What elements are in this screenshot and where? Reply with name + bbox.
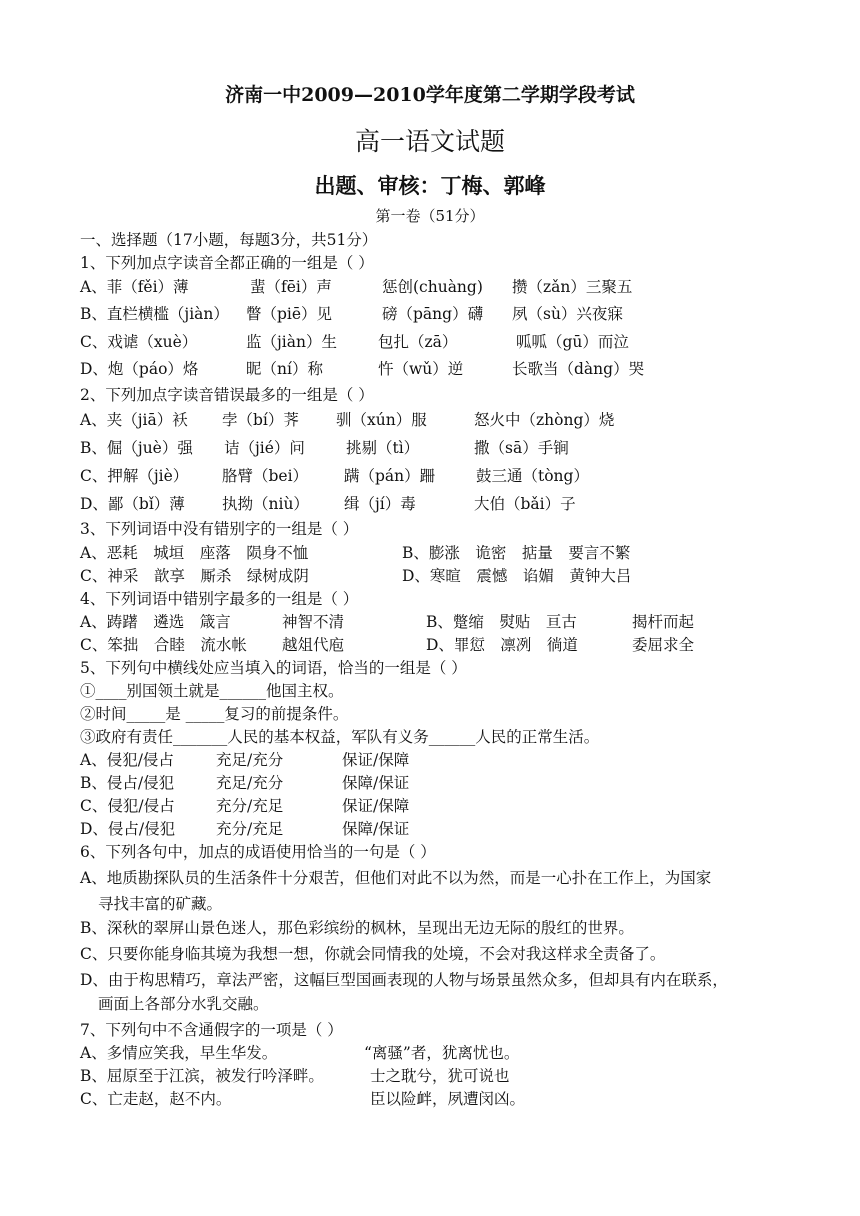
option-item: “离骚”者，犹离忧也。: [364, 1044, 520, 1062]
option-item: A、侵犯/侵占: [80, 751, 174, 769]
option-item: 瞥（piē）见: [246, 305, 333, 323]
option-item: 诘（jié）问: [224, 439, 305, 457]
question-2-stem: 2、下列加点字读音错误最多的一组是（ ）: [80, 386, 374, 404]
option-item: 包扎（zā）: [378, 333, 458, 351]
question-7-stem: 7、下列句中不含通假字的一项是（ ）: [80, 1021, 343, 1039]
option-item: C、押解（jiè）: [80, 467, 189, 485]
option-item: 长歌当（dàng）哭: [512, 360, 645, 378]
option-item: 鼓三通（tòng）: [476, 467, 589, 485]
option-item: 攒（zǎn）三聚五: [512, 278, 633, 296]
option-item: C、戏谑（xuè）: [80, 333, 198, 351]
option-item: 执拗（niù）: [222, 495, 309, 513]
option-item: 保障/保证: [342, 820, 410, 838]
subject-title: 高一语文试题: [354, 127, 505, 156]
question-6-option-b: B、深秋的翠屏山景色迷人，那色彩缤纷的枫林，呈现出无边无际的殷红的世界。: [80, 919, 634, 937]
option-item: 磅（pāng）礴: [382, 305, 484, 323]
option-item: A、夹（jiā）袄: [80, 411, 188, 429]
option-item: 保证/保障: [342, 797, 410, 815]
option-item: 蜚（fēi）声: [250, 278, 332, 296]
question-6-option-c: C、只要你能身临其境为我想一想，你就会同情我的处境，不会对我这样求全责备了。: [80, 945, 666, 963]
option-item: 缉（jí）毒: [344, 495, 416, 513]
option-item: D、鄙（bǐ）薄: [80, 495, 185, 513]
option-item: 大伯（bǎi）子: [474, 495, 576, 513]
question-5-stem: 5、下列句中横线处应当填入的词语，恰当的一组是（ ）: [80, 659, 467, 677]
option-item: 充分/充足: [216, 797, 284, 815]
option-item: 驯（xún）服: [336, 411, 427, 429]
question-6-stem: 6、下列各句中，加点的成语使用恰当的一句是（ ）: [80, 843, 436, 861]
option-item: B、倔（juè）强: [80, 439, 193, 457]
question-3-stem: 3、下列词语中没有错别字的一组是（ ）: [80, 520, 359, 538]
question-6-option-a-cont: 寻找丰富的矿藏。: [98, 895, 223, 913]
question-6-option-d-cont: 画面上各部分水乳交融。: [98, 995, 269, 1013]
option-item: D、侵占/侵犯: [80, 820, 176, 838]
option-item: B、屈原至于江滨，被发行吟泽畔。: [80, 1067, 324, 1085]
question-5-sentence-1: ①____别国领土就是______他国主权。: [80, 682, 344, 700]
option-item: 惩创(chuàng): [382, 278, 483, 296]
option-item: 充足/充分: [216, 751, 284, 769]
section-heading: 一、选择题（17小题，每题3分，共51分）: [80, 231, 378, 249]
authors-line: 出题、审核：丁梅、郭峰: [314, 173, 546, 198]
option-item: 怒火中（zhòng）烧: [474, 411, 615, 429]
school-exam-title: 济南一中2009—2010学年度第二学期学段考试: [225, 84, 635, 106]
option-item: A、多情应笑我，早生华发。: [80, 1044, 278, 1062]
option-item: D、寒暄 震憾 谄媚 黄钟大吕: [402, 567, 632, 585]
option-item: A、菲（fěi）薄: [80, 278, 189, 296]
option-item: C、笨拙 合睦 流水帐: [80, 636, 247, 654]
option-item: 昵（ní）称: [246, 360, 323, 378]
option-item: 充足/充分: [216, 774, 284, 792]
option-item: 夙（sù）兴夜寐: [512, 305, 623, 323]
option-item: A、恶耗 城垣 座落 陨身不恤: [80, 544, 309, 562]
question-4-stem: 4、下列词语中错别字最多的一组是（ ）: [80, 590, 359, 608]
option-item: 臣以险衅，夙遭闵凶。: [370, 1090, 526, 1108]
option-item: C、亡走赵，赵不内。: [80, 1090, 232, 1108]
option-item: D、炮（páo）烙: [80, 360, 199, 378]
question-5-sentence-3: ③政府有责任_______人民的基本权益，军队有义务______人民的正常生活。: [80, 728, 600, 746]
option-item: 揭杆而起: [632, 613, 695, 631]
option-item: B、侵占/侵犯: [80, 774, 175, 792]
option-item: 监（jiàn）生: [246, 333, 337, 351]
option-item: C、神采 歆享 厮杀 绿树成阴: [80, 567, 309, 585]
option-item: 呱呱（gū）而泣: [516, 333, 629, 351]
option-item: 保障/保证: [342, 774, 410, 792]
option-item: A、踌躇 遴选 箴言: [80, 613, 231, 631]
option-item: D、罪愆 凛冽 徜道: [426, 636, 578, 654]
option-item: 士之耽兮，犹可说也: [370, 1067, 510, 1085]
option-item: 撒（sā）手锏: [474, 439, 569, 457]
option-item: 蹒（pán）跚: [344, 467, 436, 485]
option-item: B、膨涨 诡密 掂量 要言不繁: [402, 544, 631, 562]
volume-label: 第一卷（51分）: [375, 207, 485, 225]
option-item: 神智不清: [282, 613, 345, 631]
question-5-sentence-2: ②时间_____是 _____复习的前提条件。: [80, 705, 349, 723]
option-item: 充分/充足: [216, 820, 284, 838]
question-6-option-a: A、地质勘探队员的生活条件十分艰苦，但他们对此不以为然，而是一心扑在工作上，为国家: [80, 869, 712, 887]
option-item: 挑剔（tì）: [346, 439, 420, 457]
option-item: 越俎代庖: [282, 636, 345, 654]
option-item: 孛（bí）荠: [222, 411, 299, 429]
option-item: 胳臂（bei）: [222, 467, 309, 485]
option-item: B、直栏横槛（jiàn）: [80, 305, 229, 323]
option-item: B、蹩缩 熨贴 亘古: [426, 613, 577, 631]
question-6-option-d: D、由于构思精巧，章法严密，这幅巨型国画表现的人物与场景虽然众多，但却具有内在联系，: [80, 971, 728, 989]
option-item: C、侵犯/侵占: [80, 797, 175, 815]
option-item: 忤（wǔ）逆: [378, 360, 464, 378]
question-1-stem: 1、下列加点字读音全都正确的一组是（ ）: [80, 254, 374, 272]
option-item: 委屈求全: [632, 636, 695, 654]
option-item: 保证/保障: [342, 751, 410, 769]
